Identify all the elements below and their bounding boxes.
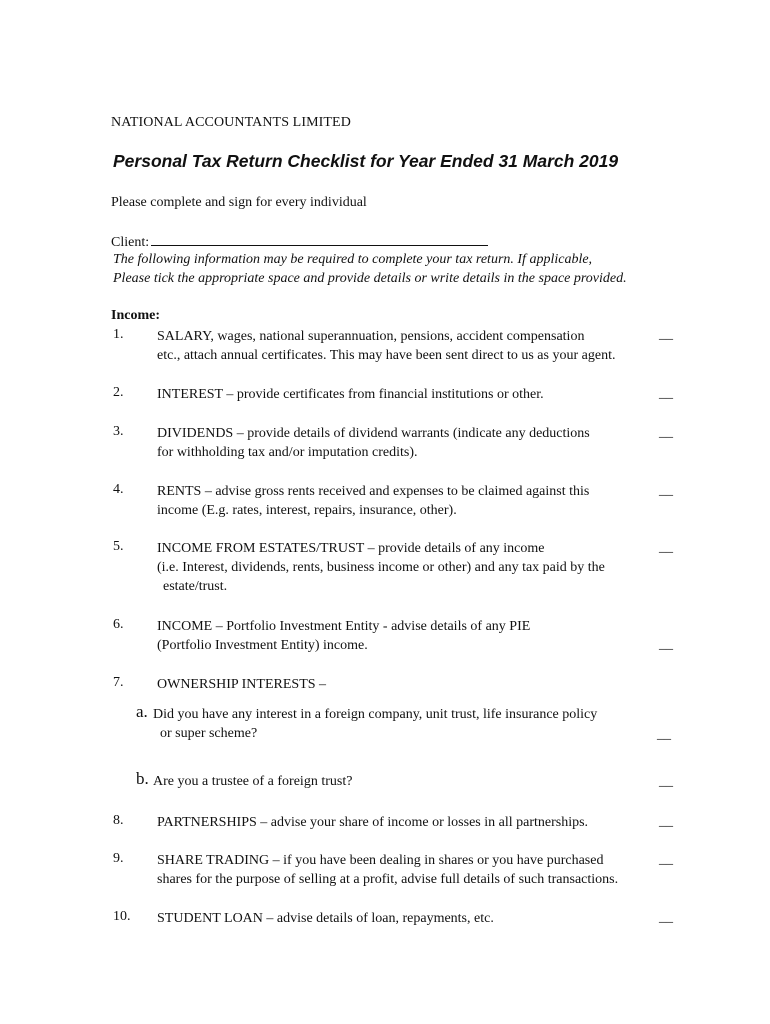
item-text-line: RENTS – advise gross rents received and expenses to be claimed against this <box>157 484 590 499</box>
item-text-line: OWNERSHIP INTERESTS – <box>157 677 327 692</box>
tick-space[interactable]: __ <box>659 774 673 789</box>
item-number: 9. <box>113 851 124 866</box>
item-number: 10. <box>113 909 131 924</box>
item-text-line: PARTNERSHIPS – advise your share of income or losses in all partnerships. <box>157 815 589 830</box>
item-text-line: (i.e. Interest, dividends, rents, business income or other) and any tax paid by the <box>157 560 605 575</box>
item-text-line: DIVIDENDS – provide details of dividend warrants (indicate any deductions <box>157 426 590 441</box>
company-name: NATIONAL ACCOUNTANTS LIMITED <box>111 115 351 130</box>
client-label: Client: <box>111 235 150 250</box>
sub-item-letter: a. <box>136 702 148 721</box>
item-number: 7. <box>113 675 124 690</box>
page-title: Personal Tax Return Checklist for Year Ended 31 March 2019 <box>113 151 619 171</box>
tick-space[interactable]: __ <box>659 327 673 342</box>
tick-space[interactable]: __ <box>659 637 673 652</box>
sub-item-text-line: Are you a trustee of a foreign trust? <box>153 774 353 789</box>
sub-item-text-line: or super scheme? <box>160 726 258 741</box>
income-heading: Income: <box>111 308 160 323</box>
item-text-line: (Portfolio Investment Entity) income. <box>157 638 368 653</box>
tick-space[interactable]: __ <box>659 852 673 867</box>
tick-space[interactable]: __ <box>659 425 673 440</box>
item-number: 5. <box>113 539 124 554</box>
item-text-line: SHARE TRADING – if you have been dealing in shares or you have purchased <box>157 853 604 868</box>
tick-space[interactable]: __ <box>659 910 673 925</box>
sub-item-text-line: Did you have any interest in a foreign company, unit trust, life insurance policy <box>153 707 598 722</box>
sub-item-letter: b. <box>136 769 149 788</box>
client-note-line-2: Please tick the appropriate space and provide details or write details in the space provided. <box>113 271 627 286</box>
item-text-line: etc., attach annual certificates. This may have been sent direct to us as your agent. <box>157 348 616 363</box>
item-number: 4. <box>113 482 124 497</box>
item-text-line: SALARY, wages, national superannuation, pensions, accident compensation <box>157 329 585 344</box>
tick-space[interactable]: __ <box>659 386 673 401</box>
item-text-line: STUDENT LOAN – advise details of loan, repayments, etc. <box>157 911 494 926</box>
item-text-line: estate/trust. <box>163 579 228 594</box>
tick-space[interactable]: __ <box>659 483 673 498</box>
item-text-line: INCOME – Portfolio Investment Entity - advise details of any PIE <box>157 619 531 634</box>
item-number: 8. <box>113 813 124 828</box>
item-number: 2. <box>113 385 124 400</box>
client-name-field[interactable] <box>151 232 488 246</box>
item-text-line: shares for the purpose of selling at a profit, advise full details of such transactions. <box>157 872 619 887</box>
tick-space[interactable]: __ <box>657 727 671 742</box>
item-number: 1. <box>113 327 124 342</box>
client-note-line-1: The following information may be required to complete your tax return. If applicable, <box>113 252 593 267</box>
instruction-text: Please complete and sign for every individual <box>111 195 367 210</box>
item-text-line: income (E.g. rates, interest, repairs, insurance, other). <box>157 503 457 518</box>
item-text-line: INCOME FROM ESTATES/TRUST – provide details of any income <box>157 541 545 556</box>
tick-space[interactable]: __ <box>659 814 673 829</box>
item-number: 6. <box>113 617 124 632</box>
item-text-line: for withholding tax and/or imputation credits). <box>157 445 418 460</box>
tick-space[interactable]: __ <box>659 540 673 555</box>
item-text-line: INTEREST – provide certificates from financial institutions or other. <box>157 387 544 402</box>
item-number: 3. <box>113 424 124 439</box>
